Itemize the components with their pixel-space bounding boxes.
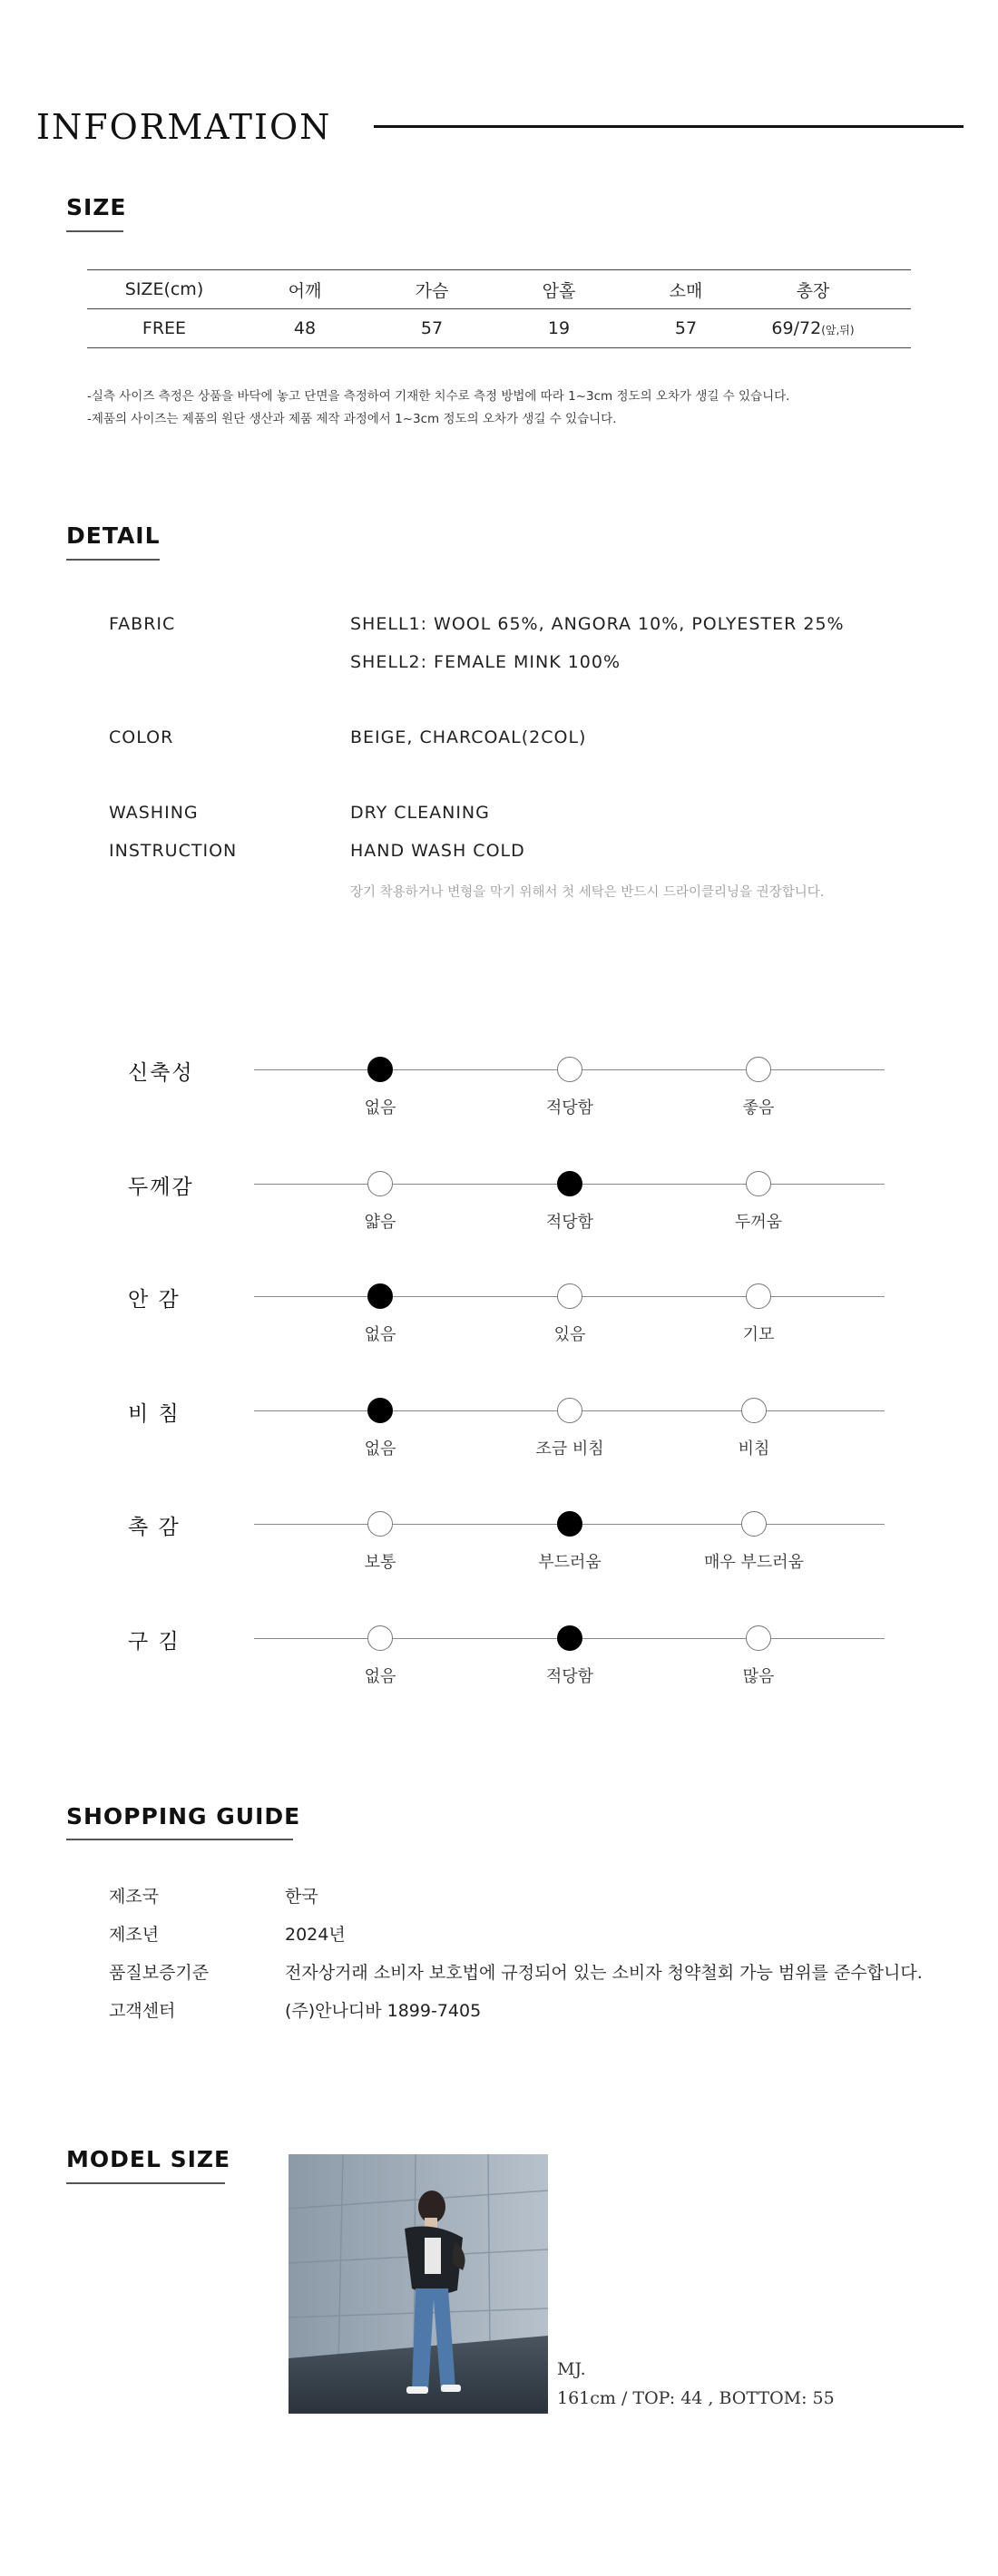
rating-option-dot [557,1283,582,1309]
scale-label: 구 김 [128,1630,181,1654]
washing-value: HAND WASH COLD [350,841,525,861]
fabric-value: SHELL1: WOOL 65%, ANGORA 10%, POLYESTER 25% [350,614,845,634]
rating-option-dot-selected [557,1511,582,1537]
rating-option-label: 있음 [553,1325,586,1344]
rating-option-label: 없음 [364,1667,396,1686]
guide-value: 2024년 [285,1925,346,1945]
guide-value: 전자상거래 소비자 보호법에 규정되어 있는 소비자 청약철회 가능 범위를 준수합니다. [285,1963,923,1983]
instruction-label: INSTRUCTION [109,841,238,861]
scale-label: 두께감 [128,1176,194,1199]
rating-option-label: 조금 비침 [535,1439,604,1459]
rating-option-dot [746,1171,771,1196]
rating-option-dot [741,1398,767,1423]
scale-label: 신축성 [128,1061,194,1085]
scale-label: 안 감 [128,1288,181,1312]
table-row [87,309,911,347]
rating-option-label: 두꺼움 [734,1213,783,1232]
guide-value: (주)안나디바 1899-7405 [285,2001,482,2021]
size-table-header [87,270,911,308]
length-value: 69/72 [771,318,822,338]
table-cell: 48 [293,318,317,338]
model-size-heading: MODEL SIZE [66,2146,231,2172]
column-header: SIZE(cm) [124,279,204,299]
page-title: INFORMATION [36,107,332,147]
rating-option-dot-selected [367,1398,393,1423]
rating-option-dot [367,1625,393,1651]
guide-label: 품질보증기준 [109,1963,210,1983]
model-measurements: 161cm / TOP: 44 , BOTTOM: 55 [557,2388,835,2408]
rating-option-dot [367,1511,393,1537]
rating-option-dot-selected [557,1625,582,1651]
table-rule-bottom [87,347,911,348]
table-cell: FREE [142,318,187,338]
washing-note: 장기 착용하거나 변형을 막기 위해서 첫 세탁은 반드시 드라이클리닝을 권장합니다. [350,885,825,900]
washing-label: WASHING [109,803,199,823]
model-size-underline [66,2182,225,2184]
rating-option-dot [367,1171,393,1196]
column-header: 어깨 [288,280,322,301]
size-note: -제품의 사이즈는 제품의 원단 생산과 제품 제작 과정에서 1~3cm 정도의 오차가 생길 수 있습니다. [87,412,617,426]
shopping-guide-underline [66,1839,293,1840]
rating-option-label: 부드러움 [538,1553,602,1572]
detail-heading-underline [66,559,160,561]
size-note: -실측 사이즈 측정은 상품을 바닥에 놓고 단면을 측정하여 기재한 치수로 측정 방법에 따라 1~3cm 정도의 오차가 생길 수 있습니다. [87,389,790,404]
rating-option-dot [557,1398,582,1423]
table-cell: 57 [420,318,444,338]
fabric-label: FABRIC [109,614,176,634]
size-table [87,269,911,348]
rating-option-label: 비침 [738,1439,770,1459]
rating-option-label: 적당함 [545,1667,594,1686]
rating-option-label: 좋음 [742,1098,775,1117]
rating-option-dot [746,1625,771,1651]
rating-option-dot-selected [557,1171,582,1196]
guide-label: 제조년 [109,1925,160,1945]
rating-option-dot [557,1057,582,1082]
scale-label: 비 침 [128,1402,181,1426]
table-cell [749,318,876,338]
rating-option-dot-selected [367,1057,393,1082]
scale-label: 촉 감 [128,1516,181,1539]
size-notes [87,385,789,431]
column-header: 총장 [796,280,830,301]
color-label: COLOR [109,727,174,747]
rating-option-label: 없음 [364,1098,396,1117]
guide-value: 한국 [285,1887,318,1907]
fabric-value: SHELL2: FEMALE MINK 100% [350,652,621,672]
rating-option-dot [746,1057,771,1082]
rating-option-label: 기모 [742,1325,775,1344]
shopping-guide-heading: SHOPPING GUIDE [66,1803,301,1830]
rating-option-label: 많음 [742,1667,775,1686]
guide-label: 고객센터 [109,2001,176,2021]
rating-option-label: 매우 부드러움 [703,1553,805,1572]
rating-option-label: 적당함 [545,1098,594,1117]
rating-option-dot-selected [367,1283,393,1309]
model-name: MJ. [557,2359,586,2379]
rating-option-label: 적당함 [545,1213,594,1232]
rating-option-dot [741,1511,767,1537]
size-heading-underline [66,230,123,232]
column-header: 소매 [669,280,703,301]
length-note: (앞,뒤) [821,324,855,337]
table-cell: 57 [674,318,698,338]
washing-value: DRY CLEANING [350,803,490,823]
column-header: 암홀 [542,280,576,301]
table-cell: 19 [547,318,571,338]
column-header: 가슴 [415,280,449,301]
color-value: BEIGE, CHARCOAL(2COL) [350,727,587,747]
guide-label: 제조국 [109,1887,160,1907]
title-divider [374,125,964,128]
rating-option-label: 보통 [364,1553,396,1572]
size-heading: SIZE [66,194,127,220]
rating-option-label: 얇음 [364,1213,396,1232]
rating-option-dot [746,1283,771,1309]
detail-heading: DETAIL [66,522,161,549]
rating-option-label: 없음 [364,1439,396,1459]
model-photo [289,2154,548,2414]
rating-option-label: 없음 [364,1325,396,1344]
